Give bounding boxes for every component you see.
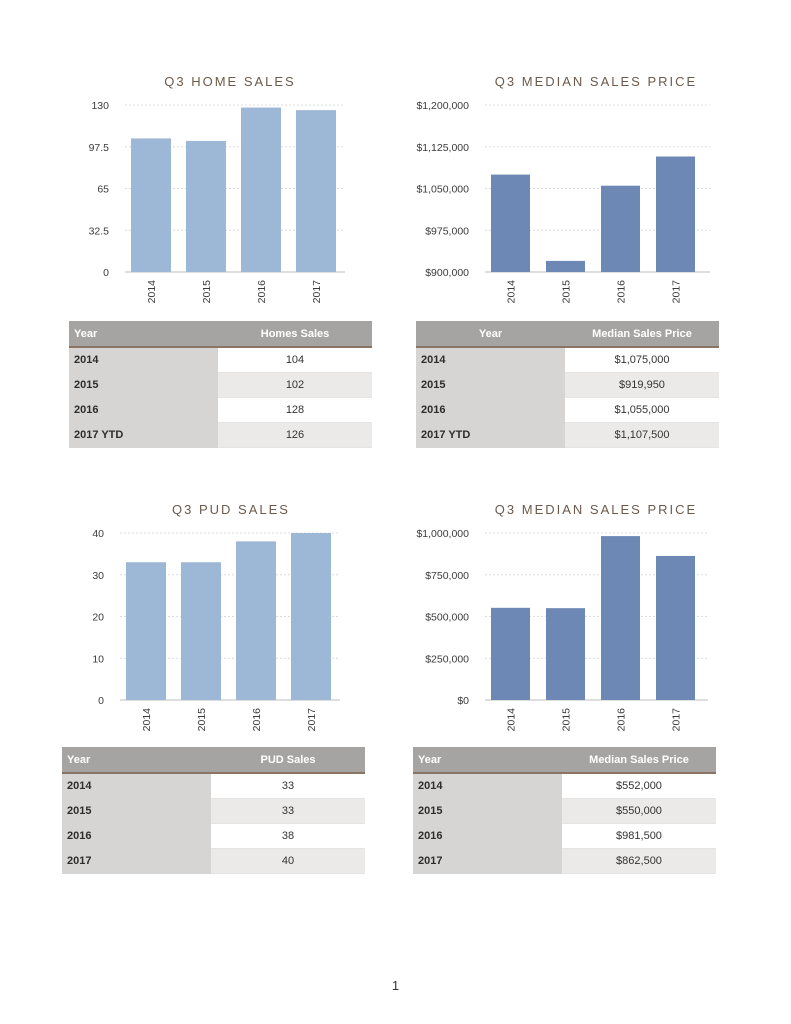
y-tick-label: $1,000,000 [416,528,469,540]
table-cell-value: 128 [218,398,372,423]
table-header-row [416,321,719,347]
table-cell-year: 2014 [62,773,211,799]
median-price-table-1 [416,321,719,448]
bar [126,562,166,700]
table-cell-value: 38 [211,824,365,849]
table-header-row [62,747,365,773]
page-number: 1 [391,978,400,993]
x-tick-label: 2017 [311,280,323,304]
table-cell-year: 2016 [62,824,211,849]
y-tick-label: $1,125,000 [416,141,469,154]
y-tick-label: 130 [91,100,109,112]
table-cell-year: 2015 [62,799,211,824]
table-cell-value: $1,075,000 [565,347,719,373]
home-sales-chart [40,95,350,315]
y-tick-label: $750,000 [425,569,469,582]
y-tick-label: 0 [103,267,109,279]
table-row [69,347,372,373]
table-cell-year: 2016 [69,398,218,423]
table-row [413,799,716,824]
x-tick-label: 2014 [141,708,153,732]
table-cell-year: 2016 [416,398,565,423]
x-tick-label: 2016 [256,280,268,304]
bar [491,608,530,700]
y-tick-label: 30 [92,569,104,582]
y-tick-label: 0 [98,695,104,707]
table-cell-value: $550,000 [562,799,716,824]
x-tick-label: 2017 [670,280,683,304]
bar [656,156,695,272]
table-cell-year: 2014 [416,347,565,373]
table-cell-value: $981,500 [562,824,716,849]
table-cell-value: 104 [218,347,372,373]
x-tick-label: 2015 [560,708,573,732]
x-tick-label: 2016 [615,280,628,304]
y-tick-label: 10 [92,653,104,666]
table-header: Median Sales Price [565,321,719,347]
table-header: Year [69,321,218,347]
table-cell-year: 2015 [69,373,218,398]
table-cell-year: 2015 [416,373,565,398]
bar [186,141,226,272]
table-header: Year [62,747,211,773]
chart-title-pud-sales: Q3 PUD SALES [172,502,290,517]
x-tick-label: 2015 [560,280,573,304]
table-header-row [69,321,372,347]
table-row [413,773,716,799]
table-row [416,373,719,398]
table-row [69,423,372,448]
x-tick-label: 2017 [306,708,318,732]
y-tick-label: 20 [92,611,104,624]
x-tick-label: 2016 [615,708,628,732]
table-row [416,398,719,423]
table-cell-value: $862,500 [562,849,716,874]
table-cell-value: 126 [218,423,372,448]
table-cell-value: $1,055,000 [565,398,719,423]
chart-title-home-sales: Q3 HOME SALES [164,74,296,89]
table-row [413,824,716,849]
x-tick-label: 2014 [505,708,518,732]
median-price-chart-2 [390,523,720,743]
bar [491,175,530,272]
x-tick-label: 2014 [505,280,518,304]
bar [181,562,221,700]
x-tick-label: 2015 [201,280,213,304]
table-cell-year: 2016 [413,824,562,849]
table-row [69,398,372,423]
table-cell-year: 2014 [413,773,562,799]
table-row [62,773,365,799]
median-price-table-2 [413,747,716,874]
table-row [62,799,365,824]
table-row [416,423,719,448]
y-tick-label: $250,000 [425,653,469,666]
table-cell-value: $552,000 [562,773,716,799]
bar [236,541,276,700]
y-tick-label: 65 [97,183,109,196]
table-cell-year: 2017 [62,849,211,874]
bar [601,186,640,272]
y-tick-label: 32.5 [88,225,109,238]
bar [546,261,585,272]
table-cell-value: 40 [211,849,365,874]
y-tick-label: $500,000 [425,611,469,624]
pud-sales-table [62,747,365,874]
table-header-row [413,747,716,773]
table-row [416,347,719,373]
y-tick-label: $1,200,000 [416,100,469,112]
table-cell-value: $1,107,500 [565,423,719,448]
bar [291,533,331,700]
table-header: PUD Sales [211,747,365,773]
y-tick-label: 40 [92,528,104,540]
table-cell-value: 33 [211,799,365,824]
x-tick-label: 2017 [670,708,683,732]
table-cell-year: 2017 YTD [69,423,218,448]
y-tick-label: 97.5 [88,141,109,154]
y-tick-label: $975,000 [425,225,469,238]
table-cell-value: $919,950 [565,373,719,398]
table-header: Homes Sales [218,321,372,347]
table-row [62,824,365,849]
table-header: Year [416,321,565,347]
table-header: Median Sales Price [562,747,716,773]
table-row [62,849,365,874]
table-cell-year: 2014 [69,347,218,373]
home-sales-table [69,321,372,448]
table-cell-value: 102 [218,373,372,398]
bar [131,138,171,272]
pud-sales-chart [40,523,350,743]
median-price-chart-1 [390,95,720,315]
table-cell-year: 2015 [413,799,562,824]
bar [241,108,281,272]
chart-title-median-price-1: Q3 MEDIAN SALES PRICE [494,74,698,89]
table-cell-value: 33 [211,773,365,799]
table-header: Year [413,747,562,773]
x-tick-label: 2014 [146,280,158,304]
bar [546,608,585,700]
table-row [413,849,716,874]
table-cell-year: 2017 [413,849,562,874]
table-row [69,373,372,398]
x-tick-label: 2015 [196,708,208,732]
bar [601,536,640,700]
table-cell-year: 2017 YTD [416,423,565,448]
chart-title-median-price-2: Q3 MEDIAN SALES PRICE [494,502,698,517]
y-tick-label: $1,050,000 [416,183,469,196]
y-tick-label: $900,000 [425,267,469,279]
bar [656,556,695,700]
x-tick-label: 2016 [251,708,263,732]
bar [296,110,336,272]
y-tick-label: $0 [457,695,469,707]
